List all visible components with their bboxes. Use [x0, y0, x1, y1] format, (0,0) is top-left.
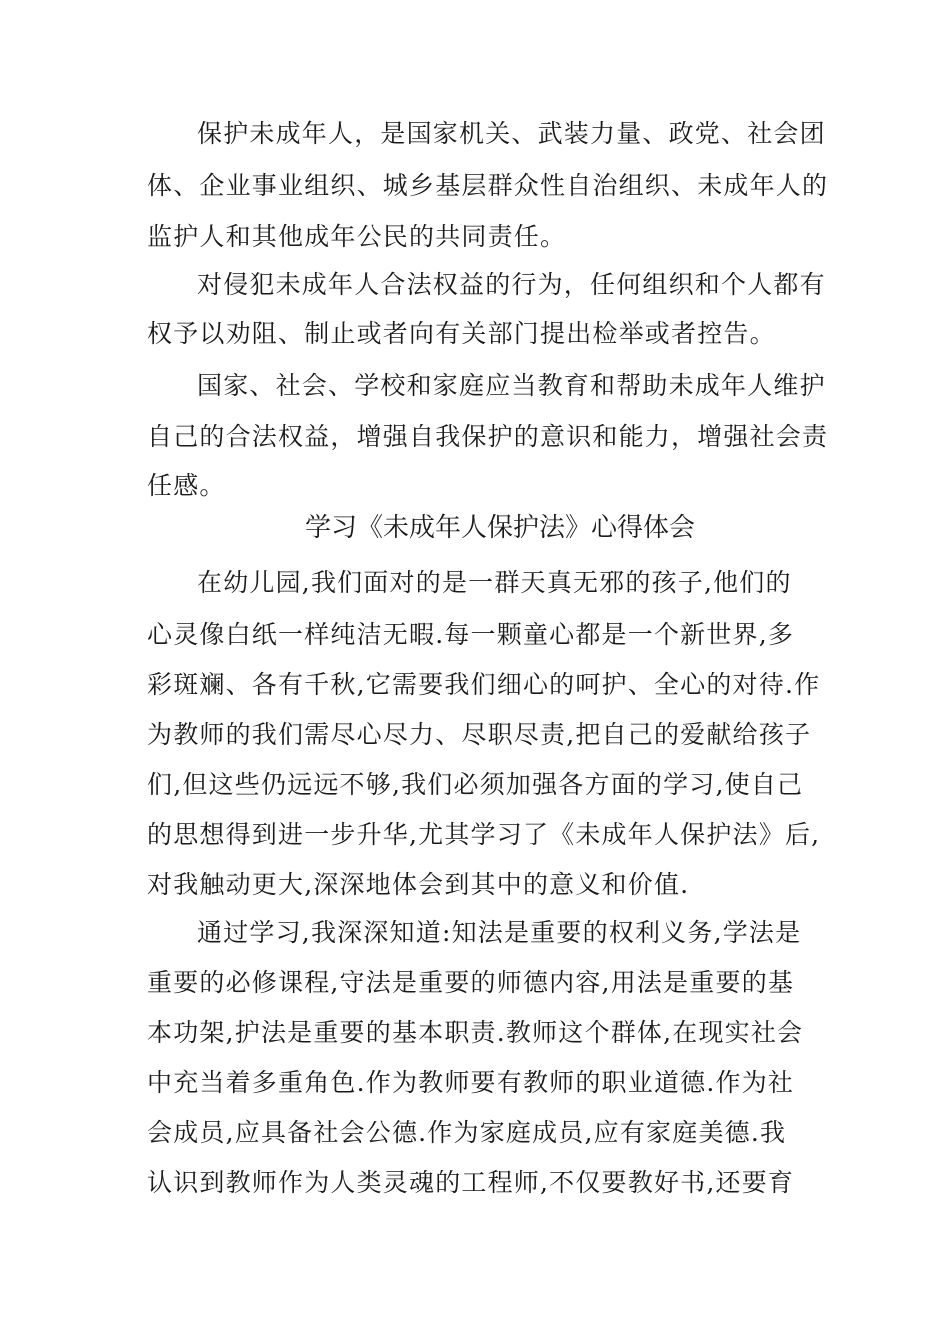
paragraph-line: 中充当着多重角色.作为教师要有教师的职业道德.作为社 — [147, 1068, 795, 1097]
paragraph-line: 保护未成年人，是国家机关、武装力量、政党、社会团 — [197, 119, 826, 148]
essay-title: 学习《未成年人保护法》心得体会 — [304, 513, 695, 543]
paragraph-line: 监护人和其他成年公民的共同责任。 — [147, 222, 567, 251]
paragraph-line: 本功架,护法是重要的基本职责.教师这个群体,在现实社会 — [147, 1018, 804, 1047]
paragraph-line: 国家、社会、学校和家庭应当教育和帮助未成年人维护 — [197, 371, 826, 400]
paragraph-line: 为教师的我们需尽心尽力、尽职尽责,把自己的爱献给孩子 — [147, 720, 812, 749]
paragraph-line: 对侵犯未成年人合法权益的行为，任何组织和个人都有 — [197, 270, 826, 299]
paragraph-line: 彩斑斓、各有千秋,它需要我们细心的呵护、全心的对待.作 — [147, 670, 821, 699]
paragraph-line: 对我触动更大,深深地体会到其中的意义和价值. — [147, 870, 690, 899]
paragraph-line: 任感。 — [147, 471, 226, 500]
paragraph-line: 在幼儿园,我们面对的是一群天真无邪的孩子,他们的 — [197, 568, 792, 597]
paragraph-line: 们,但这些仍远远不够,我们必须加强各方面的学习,使自己 — [147, 770, 804, 799]
paragraph-line: 权予以劝阻、制止或者向有关部门提出检举或者控告。 — [147, 319, 776, 348]
paragraph-line: 会成员,应具备社会公德.作为家庭成员,应有家庭美德.我 — [147, 1118, 787, 1147]
paragraph-line: 通过学习,我深深知道:知法是重要的权利义务,学法是 — [197, 918, 802, 947]
paragraph-line: 的思想得到进一步升华,尤其学习了《未成年人保护法》后, — [147, 820, 821, 849]
paragraph-line: 重要的必修课程,守法是重要的师德内容,用法是重要的基 — [147, 968, 795, 997]
paragraph-line: 心灵像白纸一样纯洁无暇.每一颗童心都是一个新世界,多 — [147, 620, 795, 649]
paragraph-line: 体、企业事业组织、城乡基层群众性自治组织、未成年人的 — [147, 171, 829, 200]
paragraph-line: 认识到教师作为人类灵魂的工程师,不仅要教好书,还要育 — [147, 1168, 795, 1197]
paragraph-line: 自己的合法权益，增强自我保护的意识和能力，增强社会责 — [147, 422, 829, 451]
